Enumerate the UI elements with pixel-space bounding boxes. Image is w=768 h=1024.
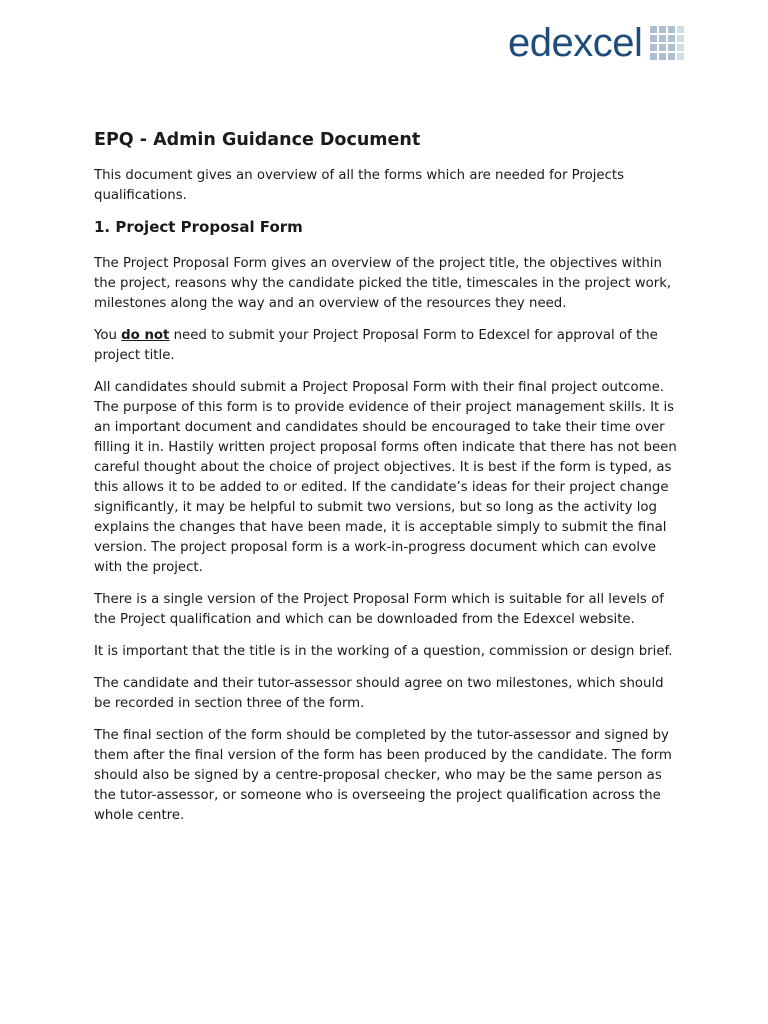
paragraph-title-wording: It is important that the title is in the working of a question, commission or design brief. [94, 644, 673, 659]
section-heading: 1. Project Proposal Form [94, 218, 303, 236]
paragraph-milestones: The candidate and their tutor-assessor should agree on two milestones, which should be recorded in section three of the form. [94, 676, 664, 711]
paragraph-final-section: The final section of the form should be completed by the tutor-assessor and signed by them after the final version of the form has been produced by the candidate. The form should also be signed by a centre-proposal checker, who may be the same person as the tutor-assessor, or someone who is overseeing the project qualification across the whole centre. [94, 728, 672, 823]
paragraph-submission [94, 326, 684, 366]
document-body [94, 130, 684, 838]
emphasis-do-not: do not [121, 328, 170, 343]
paragraph-overview: The Project Proposal Form gives an overview of the project title, the objectives within the project, reasons why the candidate picked the title, timescales in the project work, milestones along the way and an overview of the resources they need. [94, 256, 672, 311]
paragraph-version: There is a single version of the Project Proposal Form which is suitable for all levels of the Project qualification and which can be downloaded from the Edexcel website. [94, 592, 664, 627]
intro-paragraph: This document gives an overview of all the forms which are needed for Projects qualifications. [94, 168, 625, 203]
document-title: EPQ - Admin Guidance Document [94, 130, 421, 150]
paragraph-purpose: All candidates should submit a Project Proposal Form with their final project outcome. The purpose of this form is to provide evidence of their project management skills. It is an important document and candidates should be encouraged to take their time over filling it in. Hastily written project proposal forms often indicate that there has not been careful thought about the choice of project objectives. It is best if the form is typed, as this allows it to be added to or edited. If the candidate’s ideas for their project change significantly, it may be helpful to submit two versions, but so long as the activity log explains the changes that have been made, it is acceptable simply to submit the final version. The project proposal form is a work-in-progress document which can evolve with the project. [94, 380, 677, 575]
text-span: You [94, 328, 122, 343]
edexcel-logo [508, 20, 684, 66]
logo-grid-icon [650, 26, 684, 60]
text-span: need to submit your Project Proposal Form to Edexcel for approval of the project title. [94, 328, 658, 363]
logo-wordmark: edexcel [508, 21, 643, 65]
